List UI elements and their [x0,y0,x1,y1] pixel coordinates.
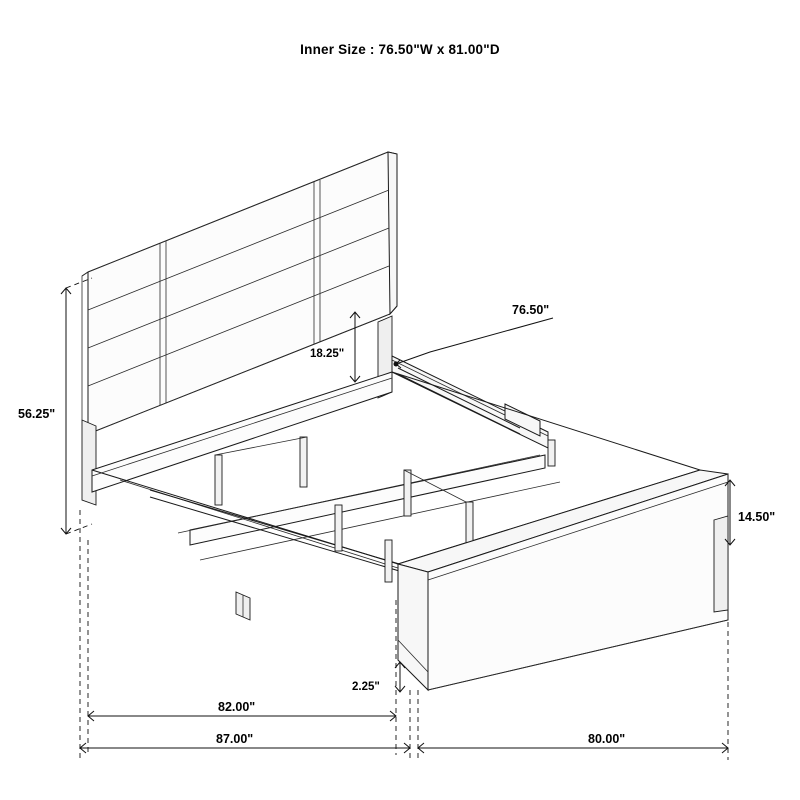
dimension-label-inner-width: 76.50" [512,303,550,317]
dimension-label-rail-clearance: 2.25" [352,681,380,693]
dimension-label-overall-width: 80.00" [588,732,626,746]
dimension-overall-length [80,510,410,760]
dimension-footboard-height [725,480,775,545]
dimension-label-overall-height: 56.25" [18,407,56,421]
dimension-inner-width [394,303,554,368]
page-title: Inner Size : 76.50"W x 81.00"D [300,42,500,57]
dimension-overall-height [18,278,92,534]
center-support-leg [236,592,250,620]
dimension-rail-clearance [352,662,405,693]
dimension-label-headboard-clearance: 18.25" [310,348,345,360]
dimension-inner-length [88,540,396,755]
dimension-label-overall-length: 87.00" [216,732,254,746]
dimension-label-inner-length: 82.00" [218,700,256,714]
footboard [398,470,728,690]
headboard [82,152,397,505]
dimension-label-footboard-height: 14.50" [738,510,776,524]
